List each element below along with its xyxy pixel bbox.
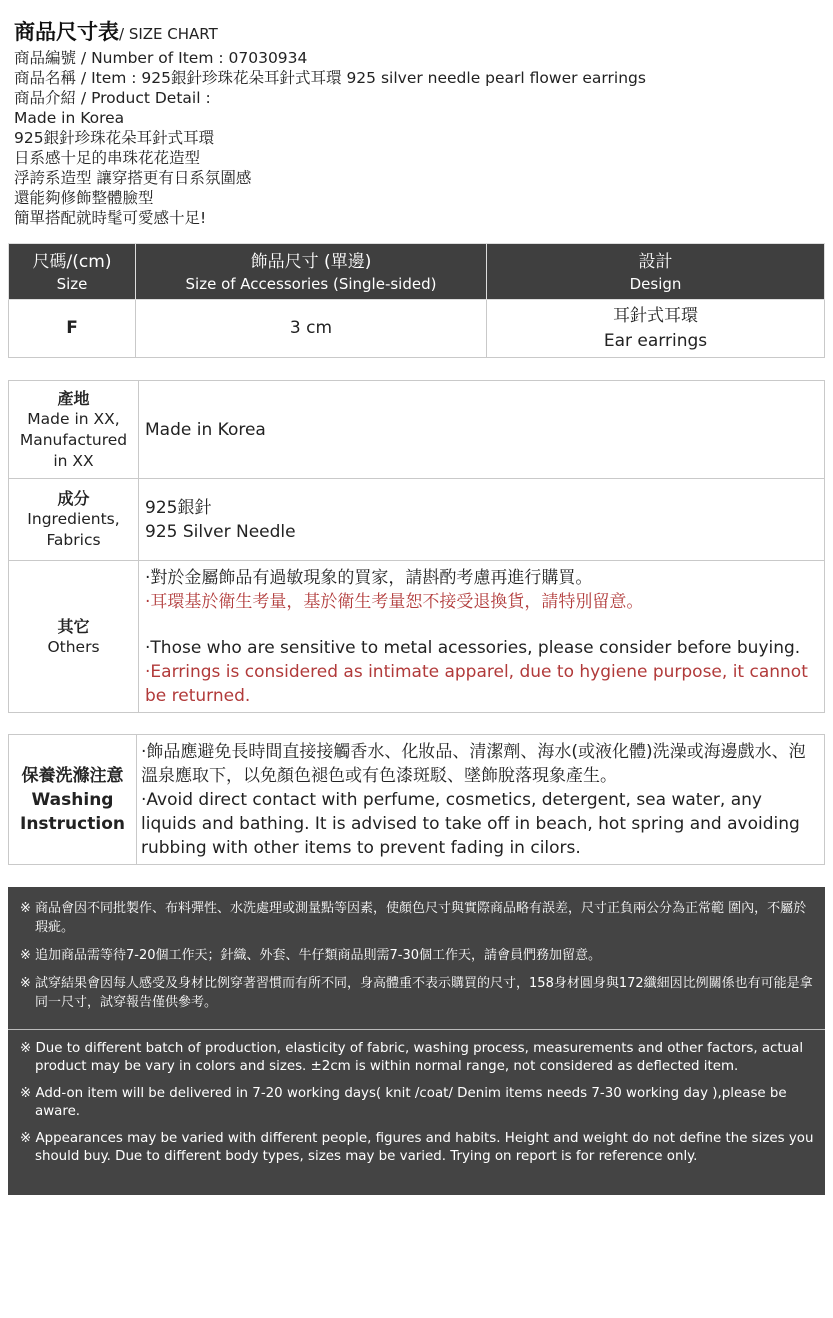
notice-item: ※ 追加商品需等待7-20個工作天；針織、外套、牛仔類商品則需7-30個工作天，請會員們務加留意。 [20,948,602,963]
page-title [14,16,218,46]
title-zh: 商品尺寸表 [14,20,119,44]
detail-line: 浮誇系造型 讓穿搭更有日系氛圍感 [14,169,252,187]
table-row [9,300,825,358]
return-policy-zh: ‧耳環基於衛生考量，基於衛生考量恕不接受退換貨，請特別留意。 [145,591,644,612]
notice-item: ※ 商品會因不同批製作、布料彈性、水洗處理或測量點等因素，使顏色尺寸與實際商品略有誤差，尺寸正負兩公分為正常範 圍內，不屬於瑕疵。 [20,901,807,935]
ingredients-value [139,479,825,561]
design-en: Ear earrings [603,330,708,351]
product-detail-label: 商品介紹 / Product Detail : [14,89,211,107]
origin-label [9,381,139,479]
allergy-note-en: ‧Those who are sensitive to metal acessories, please consider before buying. [145,637,801,658]
header-zh: 設計 [638,251,673,272]
notice-item: ※ 試穿結果會因每人感受及身材比例穿著習慣而有所不同，身高體重不表示購買的尺寸，158身材圓身與172纖細因比例關係也有可能是拿同一尺寸，試穿報告僅供參考。 [20,976,813,1010]
care-value [137,735,825,865]
cell-accessory-size: 3 cm [136,300,487,358]
care-table [8,734,825,865]
care-row [9,735,825,865]
label-en: Made in XX, Manufactured in XX [19,409,128,470]
label-en: Ingredients, Fabrics [27,510,120,549]
notice-zh [8,887,825,1027]
others-value [139,561,825,713]
header-en: Size of Accessories (Single-sided) [185,274,437,293]
notice-item: ※ Add-on item will be delivered in 7-20 working days( knit /coat/ Denim items needs 7-30 working day ),please be aware. [20,1086,787,1119]
label-en: Others [47,637,100,656]
cell-design [487,300,825,358]
others-label [9,561,139,713]
origin-value: Made in Korea [139,381,825,479]
detail-line: 925銀針珍珠花朵耳針式耳環 [14,129,215,147]
header-design [487,244,825,300]
item-number: 商品編號 / Number of Item : 07030934 [14,49,308,67]
ingredients-row [9,479,825,561]
header-size [9,244,136,300]
header-zh: 飾品尺寸 (單邊) [250,251,372,272]
detail-line: 簡單搭配就時髦可愛感十足! [14,209,207,227]
notice-item: ※ Appearances may be varied with different people, figures and habits. Height and weight do not define the sizes you should buy. Due to different body types, sizes may be varied. Trying on report is for reference only. [20,1131,814,1164]
care-label-en: Washing Instruction [20,789,125,834]
ingredients-zh: 925銀針 [145,497,212,518]
header-accessory-size [136,244,487,300]
allergy-note-zh: ‧對於金屬飾品有過敏現象的買家，請斟酌考慮再進行購買。 [145,567,593,588]
cell-size: F [9,300,136,358]
design-zh: 耳針式耳環 [613,305,698,326]
label-zh: 其它 [57,616,90,636]
item-name: 商品名稱 / Item : 925銀針珍珠花朵耳針式耳環 925 silver needle pearl flower earrings [14,69,646,87]
notice-box [8,887,825,1195]
notice-item: ※ Due to different batch of production, elasticity of fabric, washing process, measurements and other factors, actual product may be vary in colors and sizes. ±2cm is within normal range, not considered as deflected item. [20,1041,804,1074]
care-en: ‧Avoid direct contact with perfume, cosmetics, detergent, sea water, any liquids and bathing. It is advised to take off in beach, hot spring and avoiding rubbing with other items to prevent fading in cilors. [141,789,800,858]
header-en: Size [56,274,88,293]
attribute-table [8,380,825,713]
header-zh: 尺碼/(cm) [32,251,112,272]
ingredients-label [9,479,139,561]
origin-row [9,381,825,479]
care-label [9,735,137,865]
notice-en [8,1030,825,1179]
others-row [9,561,825,713]
size-table-header [9,244,825,300]
detail-line: 日系感十足的串珠花花造型 [14,149,201,167]
care-label-zh: 保養洗滌注意 [21,765,124,786]
product-info [14,48,646,228]
ingredients-en: 925 Silver Needle [145,521,296,542]
header-en: Design [629,274,682,293]
size-table [8,243,825,358]
detail-line: 還能夠修飾整體臉型 [14,189,154,207]
label-zh: 成分 [57,489,90,508]
title-en: / SIZE CHART [119,25,218,43]
care-zh: ‧飾品應避免長時間直接接觸香水、化妝品、清潔劑、海水(或液化體)洗澡或海邊戲水、泡溫泉應取下，以免顏色褪色或有色漆斑駁、墜飾脫落現象產生。 [141,741,806,786]
label-zh: 產地 [57,388,90,408]
detail-line: Made in Korea [14,109,125,127]
return-policy-en: ‧Earrings is considered as intimate apparel, due to hygiene purpose, it cannot be returned. [145,661,808,706]
